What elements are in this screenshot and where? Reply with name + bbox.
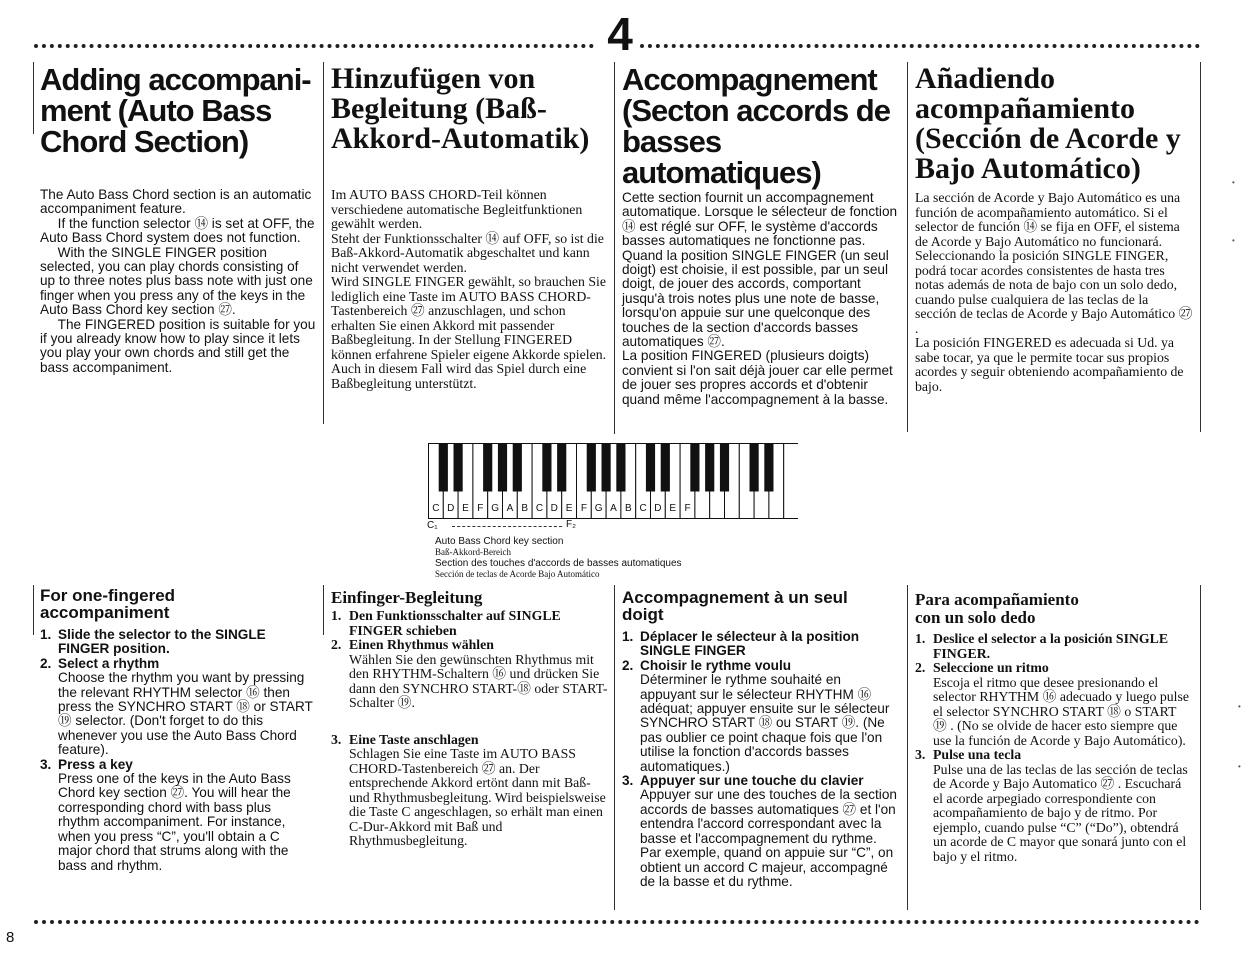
keyboard-legend bbox=[435, 536, 682, 580]
black-key bbox=[690, 444, 699, 492]
column-rule bbox=[323, 585, 324, 635]
step-item: 3. Pulse una tecla Pulse una de las teclas de las sección de teclas de Acorde y Bajo Automatico ㉗ . Escuchará el acorde arpegiado correspondiente con acompañamiento de bajo y de ritmo. Por ejemplo, cuando pulse “C” (“Do”), obtendrá un acorde de C mayor que sonará junto con el bajo y el ritmo. bbox=[915, 747, 1188, 864]
black-key bbox=[705, 444, 714, 492]
margin-speck: • bbox=[1238, 702, 1241, 711]
steps-es bbox=[915, 632, 1193, 864]
subheading-de: Einfinger-Begleitung bbox=[331, 588, 483, 607]
subheading-en: For one-fingered accompaniment bbox=[40, 586, 176, 622]
key-note-label: F bbox=[684, 503, 691, 514]
key-note-label: D bbox=[654, 503, 662, 514]
key-note-label: G bbox=[594, 503, 603, 514]
step-item: 1. Den Funktionsschalter auf SINGLE FINGER schieben bbox=[331, 608, 561, 638]
margin-speck: • bbox=[1238, 762, 1241, 771]
page-number: 8 bbox=[6, 929, 15, 946]
column-rule bbox=[33, 62, 34, 134]
key-note-label: E bbox=[462, 503, 469, 514]
column-rule bbox=[1200, 585, 1201, 910]
steps-fr bbox=[622, 630, 900, 889]
column-rule bbox=[614, 585, 615, 910]
key-note-label: E bbox=[565, 503, 573, 514]
white-key bbox=[784, 444, 798, 519]
black-key bbox=[616, 444, 625, 492]
step-item: 1. Slide the selector to the SINGLE FINGER position. bbox=[40, 627, 266, 657]
heading-fr: Accompagnement (Secton accords de basses automatiques) bbox=[622, 62, 890, 190]
black-key bbox=[439, 444, 448, 492]
legend-de: Baß-Akkord-Bereich bbox=[435, 547, 511, 557]
keyboard-svg bbox=[428, 443, 798, 519]
key-note-label: C bbox=[639, 503, 647, 514]
step-item: 3. Press a key Press one of the keys in the Auto Bass Chord key section ㉗. You will hear the corresponding chord with bass plus rhythm accompaniment. For instance, when you press “C”, you'll obtain a C major chord that strums along with the bass and rhythm. bbox=[40, 756, 291, 873]
keyboard-range-start: C₁ bbox=[427, 520, 438, 531]
intro-paragraph: The FINGERED position is suitable for you if you already know how to play since it lets you play your own chords and still get the bass accompaniment. bbox=[40, 316, 316, 375]
black-key bbox=[483, 444, 492, 492]
black-key bbox=[454, 444, 463, 492]
key-note-label: F bbox=[580, 503, 587, 514]
step-item: 3. Appuyer sur une touche du clavier Appuyer sur une des touches de la section accords de basses automatiques ㉗ et l'on entendra l'accord correspondant avec la basse et l'accompagnement du rythme. Par exemple, quand on appuie sur “C”, on obtient un accord C majeur, accompagné de la basse et du rythme. bbox=[622, 773, 897, 889]
subheading-es: Para acompañamiento con un solo dedo bbox=[915, 590, 1079, 627]
intro-paragraph: La position FINGERED (plusieurs doigts) convient si l'on sait déjà jouer car elle permet de jouer ses propres accords et d'obtenir quand même l'accompagnement à la basse. bbox=[622, 348, 893, 407]
intro-es bbox=[915, 191, 1193, 394]
black-key bbox=[557, 444, 566, 492]
bottom-dotted-rule bbox=[34, 920, 1200, 924]
heading-de: Hinzufügen von Begleitung (Baß- Akkord-Automatik) bbox=[331, 62, 590, 155]
intro-paragraph: With the SINGLE FINGER position selected, you can play chords consisting of up to three notes plus bass note with just one finger when you press any of the keys in the Auto Bass Chord key section ㉗. bbox=[40, 244, 313, 318]
key-note-label: G bbox=[491, 503, 499, 514]
black-key bbox=[764, 444, 773, 492]
intro-en bbox=[40, 188, 316, 375]
keyboard-diagram bbox=[428, 443, 798, 519]
step-item: 1. Deslice el selector a la posición SINGLE FINGER. bbox=[915, 631, 1169, 661]
step-item: 2. Choisir le rythme voulu Déterminer le rythme souhaité en appuyant sur le sélecteur RHYTHM ⑯ adéquat; appuyer ensuite sur le sélecteur SYNCHRO START ⑱ ou START ⑲. (Ne pas oublier ce point chaque fois que l'on utilise la fonction d'accords basses automatiques.) bbox=[622, 657, 890, 774]
black-key bbox=[542, 444, 551, 492]
intro-fr bbox=[622, 191, 900, 407]
key-note-label: D bbox=[447, 503, 455, 514]
black-key bbox=[602, 444, 611, 492]
step-item: 2. Einen Rhythmus wählen Wählen Sie den gewünschten Rhythmus mit den RHYTHM-Schaltern ⑯ und drücken Sie dann den SYNCHRO START-⑱ oder START-Schalter ⑲. bbox=[331, 637, 608, 710]
intro-paragraph: La sección de Acorde y Bajo Automático es una función de acompañamiento automático. Si el selector de función ⑭ se fija en OFF, el sistema de Acorde y Bajo Automático no funcionará. Seleccionando la posición SINGLE FINGER, podrá tocar acordes consistentes de hasta tres notas además de nota de bajo con un solo dedo, cuando pulse cualquiera de las teclas de la sección de teclas de Acorde y Bajo Automático ㉗ . bbox=[915, 190, 1193, 336]
top-dotted-rule-left bbox=[34, 44, 594, 48]
black-key bbox=[750, 444, 759, 492]
key-note-label: B bbox=[624, 503, 632, 514]
heading-en: Adding accompani- ment (Auto Bass Chord Section) bbox=[40, 62, 311, 159]
key-note-label: C bbox=[535, 503, 544, 514]
section-number: 4 bbox=[607, 8, 633, 60]
step-item: 2. Seleccione un ritmo Escoja el ritmo que desee presionando el selector RHYTHM ⑯ adecuado y luego pulse el selector SYNCHRO START ⑱ o START ⑲ . (No se olvide de hacer esto siempre que use la función de Acorde y Bajo Automático). bbox=[915, 660, 1189, 748]
top-dotted-rule-right bbox=[640, 44, 1200, 48]
key-note-label: B bbox=[521, 503, 529, 514]
column-rule bbox=[33, 585, 34, 635]
key-note-label: A bbox=[610, 503, 617, 514]
margin-speck: • bbox=[1232, 236, 1235, 245]
black-key bbox=[513, 444, 522, 492]
step-item: 2. Select a rhythm Choose the rhythm you want by pressing the relevant RHYTHM selector ⑯ then press the SYNCHRO START ⑱ or START ⑲ selector. (Don't forget to do this whenever you use the Auto Bass Chord feature). bbox=[40, 655, 313, 758]
black-key bbox=[498, 444, 507, 492]
steps-en bbox=[40, 628, 316, 873]
keyboard-range-end: F₂ bbox=[566, 519, 576, 530]
black-key bbox=[661, 444, 670, 492]
legend-en: Auto Bass Chord key section bbox=[435, 536, 564, 547]
steps-de bbox=[331, 609, 609, 849]
heading-es: Añadiendo acompañamiento (Sección de Acorde y Bajo Automático) bbox=[915, 62, 1181, 185]
key-note-label: E bbox=[669, 503, 677, 514]
key-note-label: F bbox=[477, 503, 484, 514]
intro-paragraph: If the function selector ⑭ is set at OFF, the Auto Bass Chord system does not function. bbox=[40, 215, 315, 246]
intro-paragraph: Im AUTO BASS CHORD-Teil können verschiedene automatische Begleitfunktionen gewählt werden. bbox=[331, 187, 583, 231]
subheading-fr: Accompagnement à un seul doigt bbox=[622, 588, 848, 624]
column-rule bbox=[907, 585, 908, 910]
margin-speck: • bbox=[1232, 178, 1235, 187]
intro-paragraph: Cette section fournit un accompagnement automatique. Lorsque le sélecteur de fonction ⑭ est réglé sur OFF, le système d'accords basses automatiques ne fonctionne pas. Quand la position SINGLE FINGER (un seul doigt) est choisie, il est possible, par un seul doigt, de jouer des accords, comportant jusqu'à trois notes plus une note de basse, lorsqu'on appuie sur une quelconque des touches de la section d'accords basses automatiques ㉗. bbox=[622, 190, 898, 350]
key-note-label: D bbox=[550, 503, 558, 514]
black-key bbox=[587, 444, 596, 492]
intro-paragraph: La posición FINGERED es adecuada si Ud. ya sabe tocar, ya que le permite tocar sus propios acordes y seguir obteniendo acompañamiento de bajo. bbox=[915, 335, 1184, 394]
legend-fr: Section des touches d'accords de basses automatiques bbox=[435, 558, 682, 569]
black-key bbox=[720, 444, 729, 492]
step-item: 3. Eine Taste anschlagen Schlagen Sie eine Taste im AUTO BASS CHORD-Tastenbereich ㉗ an. Der entsprechende Akkord ertönt dann mit Baß- und Rhythmusbegleitung. Wird beispielsweise die Taste C angeschlagen, so erhält man einen C-Dur-Akkord mit Baß und Rhythmusbegleitung. bbox=[331, 731, 606, 848]
keyboard-range-line bbox=[452, 526, 562, 527]
step-item: 1. Déplacer le sélecteur à la position SINGLE FINGER bbox=[622, 629, 860, 659]
intro-de bbox=[331, 188, 607, 391]
intro-paragraph: Wird SINGLE FINGER gewählt, so brauchen Sie lediglich eine Taste im AUTO BASS CHORD-Tastenbereich ㉗ anzuschlagen, und schon erhalten Sie einen Akkord mit passender Baßbegleitung. In der Stellung FINGERED können erfahrene Spieler eigene Akkorde spielen. Auch in diesem Fall wird das Spiel durch eine Baßbegleitung unterstützt. bbox=[331, 274, 607, 391]
key-note-label: C bbox=[432, 503, 440, 514]
legend-es: Sección de teclas de Acorde Bajo Automático bbox=[435, 569, 600, 579]
intro-paragraph: Steht der Funktionsschalter ⑭ auf OFF, so ist die Baß-Akkord-Automatik abgeschaltet und kann nicht verwendet werden. bbox=[331, 230, 604, 275]
black-key bbox=[646, 444, 655, 492]
key-note-label: A bbox=[506, 503, 514, 514]
intro-paragraph: The Auto Bass Chord section is an automatic accompaniment feature. bbox=[40, 187, 312, 217]
